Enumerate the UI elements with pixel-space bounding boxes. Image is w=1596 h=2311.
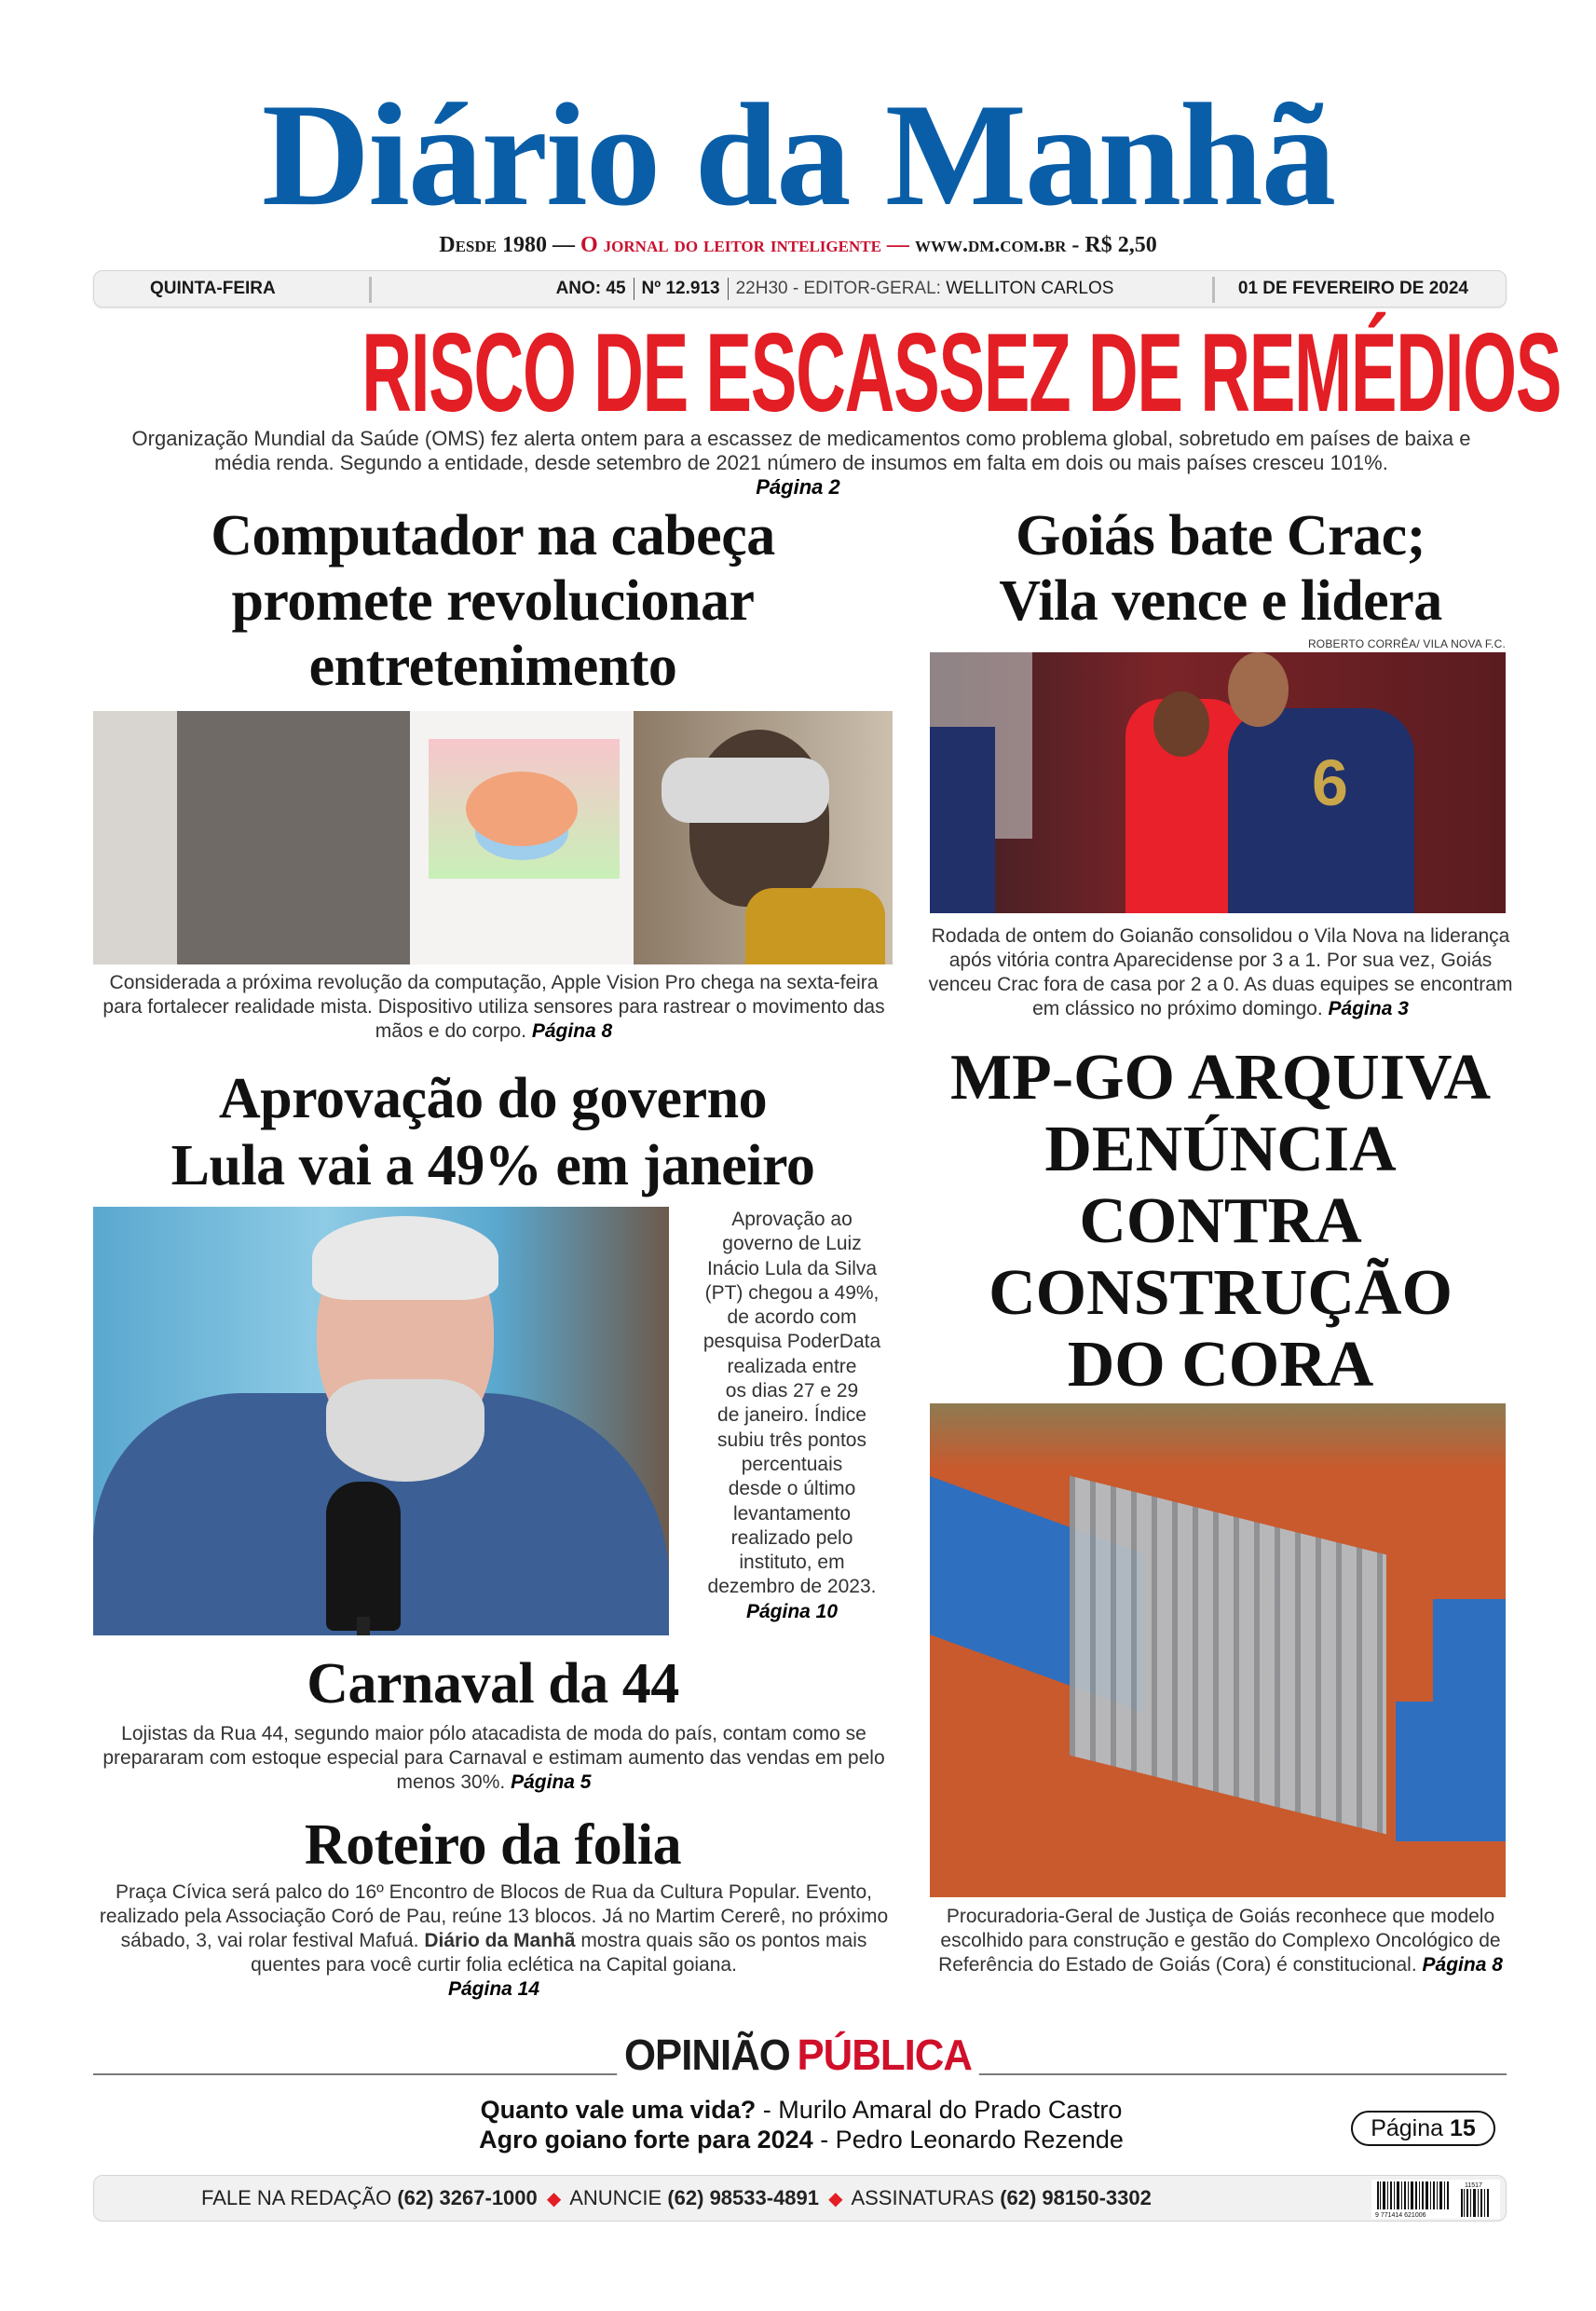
masthead-logo[interactable]: Diário da Manhã — [261, 74, 1335, 237]
issue-number: Nº 12.913 — [641, 279, 720, 298]
headline-line: promete revolucionar — [231, 569, 755, 633]
headline-line: Goiás bate Crac; — [1016, 504, 1425, 567]
page-number: 15 — [1450, 2115, 1476, 2141]
deck-text: Lojistas da Rua 44, segundo maior pólo atacadista de moda do país, contam como se prepararam com estoque especial para Carnaval e estimam aumento das vendas em pelo menos 30%. — [102, 1723, 885, 1793]
deck-text: Procuradoria-Geral de Justiça de Goiás reconhece que modelo escolhido para construção e gestão do Complexo Oncológico de Referência do Estado de Goiás (Cora) é constitucional. — [938, 1906, 1501, 1976]
tagline-slogan: O jornal do leitor inteligente — — [580, 233, 909, 257]
blue-roof — [1396, 1702, 1506, 1841]
cora-page-link[interactable]: Página 8 — [1422, 1954, 1503, 1976]
opinion-item[interactable] — [373, 2125, 1230, 2154]
jersey-number: 6 — [1312, 746, 1348, 819]
vision-page-link[interactable]: Página 8 — [531, 1020, 613, 1042]
folia-deck — [98, 1880, 890, 2002]
divider — [369, 277, 372, 303]
subscriptions-label: ASSINATURAS — [851, 2186, 995, 2209]
blue-roof — [1433, 1599, 1506, 1702]
newsroom-label: FALE NA REDAÇÃO — [201, 2186, 392, 2209]
deck-line: instituto, em — [739, 1552, 845, 1574]
diamond-icon: ◆ — [828, 2189, 843, 2209]
tagline-since: Desde 1980 — — [439, 233, 575, 257]
tagline-site-link[interactable]: www.dm.com.br — [914, 233, 1067, 257]
player-head — [1153, 691, 1209, 757]
opinion-page-button[interactable] — [1351, 2111, 1495, 2146]
weekday: QUINTA-FEIRA — [150, 279, 276, 298]
deck-line: dezembro de 2023. — [707, 1576, 877, 1598]
deck-bold-text: Diário da Manhã — [424, 1930, 576, 1951]
edition-info-bar — [93, 270, 1507, 308]
microphone — [326, 1482, 401, 1631]
page-label: Página — [1371, 2115, 1444, 2141]
deck-line: subiu três pontos — [717, 1429, 866, 1451]
vision-headline[interactable] — [93, 503, 893, 699]
edition-date: 01 DE FEVEREIRO DE 2024 — [1237, 279, 1468, 298]
deck-line: realizado pelo — [730, 1526, 853, 1549]
headline-line: DENÚNCIA — [1044, 1114, 1397, 1185]
title-black: OPINIÃO — [621, 2031, 793, 2079]
cora-construction-photo[interactable] — [930, 1403, 1506, 1897]
deck-line: de janeiro. Índice — [717, 1404, 866, 1427]
opinion-title: Agro goiano forte para 2024 — [479, 2126, 813, 2154]
goias-page-link[interactable]: Página 3 — [1328, 998, 1409, 1019]
deck-line: de acordo com — [727, 1306, 857, 1329]
divider — [1212, 277, 1215, 303]
carnaval-deck — [98, 1722, 890, 1795]
divider — [728, 278, 729, 300]
person-hair — [312, 1216, 498, 1300]
opinion-author: - Pedro Leonardo Rezende — [820, 2126, 1124, 2154]
newsroom-phone[interactable]: (62) 3267-1000 — [397, 2186, 538, 2209]
headline-line: Vila vence e lidera — [999, 569, 1442, 633]
vr-illustration — [429, 739, 620, 879]
tagline-price: - R$ 2,50 — [1071, 233, 1157, 257]
vr-interface-panel — [177, 711, 410, 964]
cora-headline[interactable] — [922, 1042, 1519, 1401]
deck-text: Praça Cívica será palco do 16º Encontro de Blocos de Rua da Cultura Popular. Evento, realizado pela Associação Coró de Pau, reúne 13 blocos. Já no Martim Cererê, no próximo sábado, 3, vai rolar festival Mafuá. — [99, 1881, 889, 1951]
headline-line: CONSTRUÇÃO — [989, 1257, 1453, 1329]
deck-line: (PT) chegou a 49%, — [704, 1281, 880, 1304]
lula-deck — [675, 1208, 908, 1624]
goias-headline[interactable] — [922, 503, 1519, 634]
subscriptions-phone[interactable]: (62) 98150-3302 — [1000, 2186, 1152, 2209]
opinion-author: - Murilo Amaral do Prado Castro — [762, 2096, 1123, 2124]
year-number: ANO: 45 — [555, 279, 626, 298]
main-story-deck: Organização Mundial da Saúde (OMS) fez alerta ontem para a escassez de medicamentos como problema global, sobretudo em países de baixa e média renda. Segundo a entidade, desde setembro de 2021 número de insumos em falta em dois ou mais países cresceu 101%. — [131, 427, 1471, 474]
contact-footer-bar — [93, 2175, 1507, 2222]
diamond-icon: ◆ — [546, 2189, 562, 2209]
headline-line: CONTRA — [1079, 1185, 1362, 1257]
headline-line: entretenimento — [308, 635, 677, 698]
player-head — [1228, 652, 1289, 727]
deck-line: percentuais — [741, 1453, 843, 1475]
deck-line: governo de Luiz — [722, 1233, 862, 1255]
opinion-title: Quanto vale uma vida? — [480, 2096, 757, 2124]
player-left — [930, 727, 995, 913]
vision-deck — [102, 971, 885, 1044]
football-match-photo[interactable] — [930, 652, 1506, 913]
editor-name: WELLITON CARLOS — [946, 279, 1114, 298]
deck-line: Aprovação ao — [731, 1209, 853, 1230]
photo-credit: ROBERTO CORRÊA/ VILA NOVA F.C. — [1307, 637, 1506, 650]
deck-line: levantamento — [732, 1502, 852, 1525]
masthead-tagline — [0, 229, 1596, 261]
field-background — [930, 1403, 1506, 1469]
deck-line: realizada entre — [727, 1355, 857, 1377]
lula-headline[interactable] — [93, 1065, 893, 1199]
contact-list — [201, 2176, 1152, 2222]
ads-phone[interactable]: (62) 98533-4891 — [667, 2186, 820, 2209]
ads-label: ANUNCIE — [569, 2186, 662, 2209]
opinion-list — [373, 2095, 1230, 2154]
edition-details — [490, 271, 1180, 307]
person-beard — [326, 1379, 484, 1482]
editor-label: - EDITOR-GERAL: — [792, 279, 941, 298]
deck-line: desde o último — [728, 1478, 856, 1500]
goias-deck — [927, 924, 1514, 1021]
cora-deck — [927, 1905, 1514, 1977]
lula-photo[interactable] — [93, 1207, 669, 1635]
vision-pro-photo[interactable] — [93, 711, 893, 964]
deck-text: Rodada de ontem do Goianão consolidou o Vila Nova na liderança após vitória contra Aparecidense por 3 a 1. Por sua vez, Goiás venceu Crac fora de casa por 2 a 0. As duas equipes se encontram em clássico no próximo domingo. — [928, 925, 1513, 1019]
closing-time: 22H30 — [735, 279, 788, 298]
opiniao-publica-title[interactable] — [40, 2027, 1556, 2083]
main-headline[interactable]: RISCO DE ESCASSEZ DE REMÉDIOS — [361, 310, 1562, 435]
headline-line: DO CORA — [1067, 1329, 1374, 1401]
deck-line: Inácio Lula da Silva — [706, 1257, 878, 1279]
title-red: PÚBLICA — [794, 2031, 975, 2079]
headline-line: MP-GO ARQUIVA — [949, 1042, 1492, 1114]
svg-text:9 771414 621006: 9 771414 621006 — [1375, 2212, 1426, 2219]
lula-page-link[interactable]: Página 10 — [745, 1600, 839, 1622]
person-jacket — [745, 888, 885, 964]
folia-page-link[interactable]: Página 14 — [447, 1978, 540, 2000]
headline-line: Lula vai a 49% em janeiro — [171, 1134, 815, 1197]
barcode-icon — [1371, 2180, 1500, 2219]
carnaval-page-link[interactable]: Página 5 — [511, 1771, 592, 1793]
headset — [662, 758, 829, 823]
headline-line: Aprovação do governo — [218, 1067, 768, 1130]
folia-headline[interactable]: Roteiro da folia — [304, 1813, 682, 1877]
deck-line: os dias 27 e 29 — [725, 1380, 859, 1402]
headline-line: Computador na cabeça — [211, 504, 775, 567]
deck-text: Considerada a próxima revolução da computação, Apple Vision Pro chega na sexta-feira para fortalecer realidade mista. Dispositivo utiliza sensores para rastrear o movimento das mãos e do corpo. — [102, 972, 885, 1042]
opinion-item[interactable] — [373, 2095, 1230, 2125]
main-story-page-link[interactable]: Página 2 — [756, 475, 840, 499]
svg-text:11517: 11517 — [1465, 2182, 1482, 2189]
carnaval-headline[interactable]: Carnaval da 44 — [307, 1652, 679, 1716]
mic-stand — [357, 1617, 370, 1635]
deck-line: pesquisa PoderData — [703, 1331, 881, 1353]
deck-text: mostra quais são os pontos mais quentes para você curtir folia eclética na Capital goiana. — [251, 1930, 867, 1976]
steel-structure — [1070, 1476, 1386, 1835]
